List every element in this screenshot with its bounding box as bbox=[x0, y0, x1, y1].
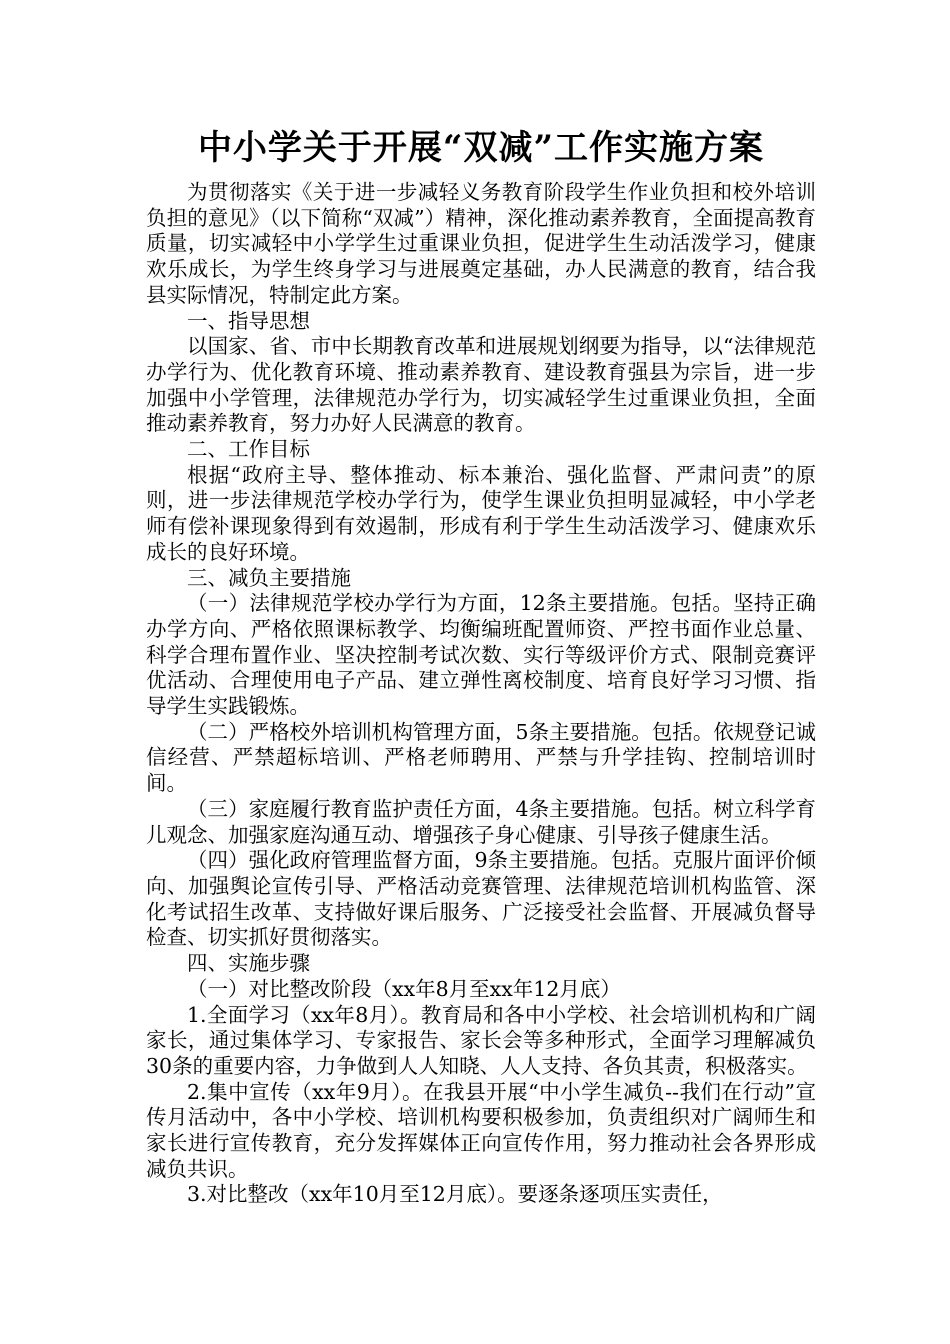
body-paragraph: 以国家、省、市中长期教育改革和进展规划纲要为指导，以“法律规范办学行为、优化教育环境、推动素养教育、建设教育强县为宗旨，进一步加强中小学管理，法律规范办学行为，切实减轻学生过重课业负担，全面推动素养教育，努力办好人民满意的教育。 bbox=[146, 334, 816, 436]
body-paragraph: 2.集中宣传（xx年9月）。在我县开展“中小学生减负--我们在行动”宣传月活动中，各中小学校、培训机构要积极参加，负责组织对广阔师生和家长进行宣传教育，充分发挥媒体正向宣传作用，努力推动社会各界形成减负共识。 bbox=[146, 1079, 816, 1181]
section-heading-work-goals: 二、工作目标 bbox=[187, 437, 310, 462]
body-paragraph: 3.对比整改（xx年10月至12月底）。要逐条逐项压实责任， bbox=[187, 1182, 723, 1207]
body-paragraph: （三）家庭履行教育监护责任方面，4条主要措施。包括。树立科学育儿观念、加强家庭沟通互动、增强孩子身心健康、引导孩子健康生活。 bbox=[146, 796, 816, 847]
section-heading-implementation-steps: 四、实施步骤 bbox=[187, 951, 310, 976]
body-paragraph: 根据“政府主导、整体推动、标本兼治、强化监督、严肃问责”的原则，进一步法律规范学校办学行为，使学生课业负担明显减轻，中小学老师有偿补课现象得到有效遏制，形成有利于学生生动活泼学习、健康欢乐成长的良好环境。 bbox=[146, 462, 816, 564]
document-title: 中小学关于开展“双减”工作实施方案 bbox=[197, 128, 765, 168]
intro-paragraph: 为贯彻落实《关于进一步减轻义务教育阶段学生作业负担和校外培训负担的意见》（以下简称“双减”）精神，深化推动素养教育，全面提高教育质量，切实减轻中小学学生过重课业负担，促进学生生动活泼学习，健康欢乐成长，为学生终身学习与进展奠定基础，办人民满意的教育，结合我县实际情况，特制定此方案。 bbox=[146, 180, 816, 307]
body-paragraph: （一）法律规范学校办学行为方面，12条主要措施。包括。坚持正确办学方向、严格依照课标教学、均衡编班配置师资、严控书面作业总量、科学合理布置作业、坚决控制考试次数、实行等级评价方式、限制竞赛评优活动、合理使用电子产品、建立弹性离校制度、培育良好学习习惯、指导学生实践锻炼。 bbox=[146, 591, 816, 719]
section-heading-guiding-ideology: 一、指导思想 bbox=[187, 308, 310, 333]
section-heading-main-measures: 三、减负主要措施 bbox=[187, 565, 351, 590]
body-paragraph: （二）严格校外培训机构管理方面，5条主要措施。包括。依规登记诚信经营、严禁超标培训、严格老师聘用、严禁与升学挂钩、控制培训时间。 bbox=[146, 719, 816, 796]
body-paragraph: （四）强化政府管理监督方面，9条主要措施。包括。克服片面评价倾向、加强舆论宣传引导、严格活动竞赛管理、法律规范培训机构监管、深化考试招生改革、支持做好课后服务、广泛接受社会监督、开展减负督导检查、切实抓好贯彻落实。 bbox=[146, 848, 816, 950]
subsection-heading: （一）对比整改阶段（xx年8月至xx年12月底） bbox=[187, 976, 621, 1001]
document-body bbox=[146, 180, 816, 1208]
body-paragraph: 1.全面学习（xx年8月）。教育局和各中小学校、社会培训机构和广阔家长，通过集体学习、专家报告、家长会等多种形式，全面学习理解减负30条的重要内容，力争做到人人知晓、人人支持、各负其责，积极落实。 bbox=[146, 1002, 816, 1078]
